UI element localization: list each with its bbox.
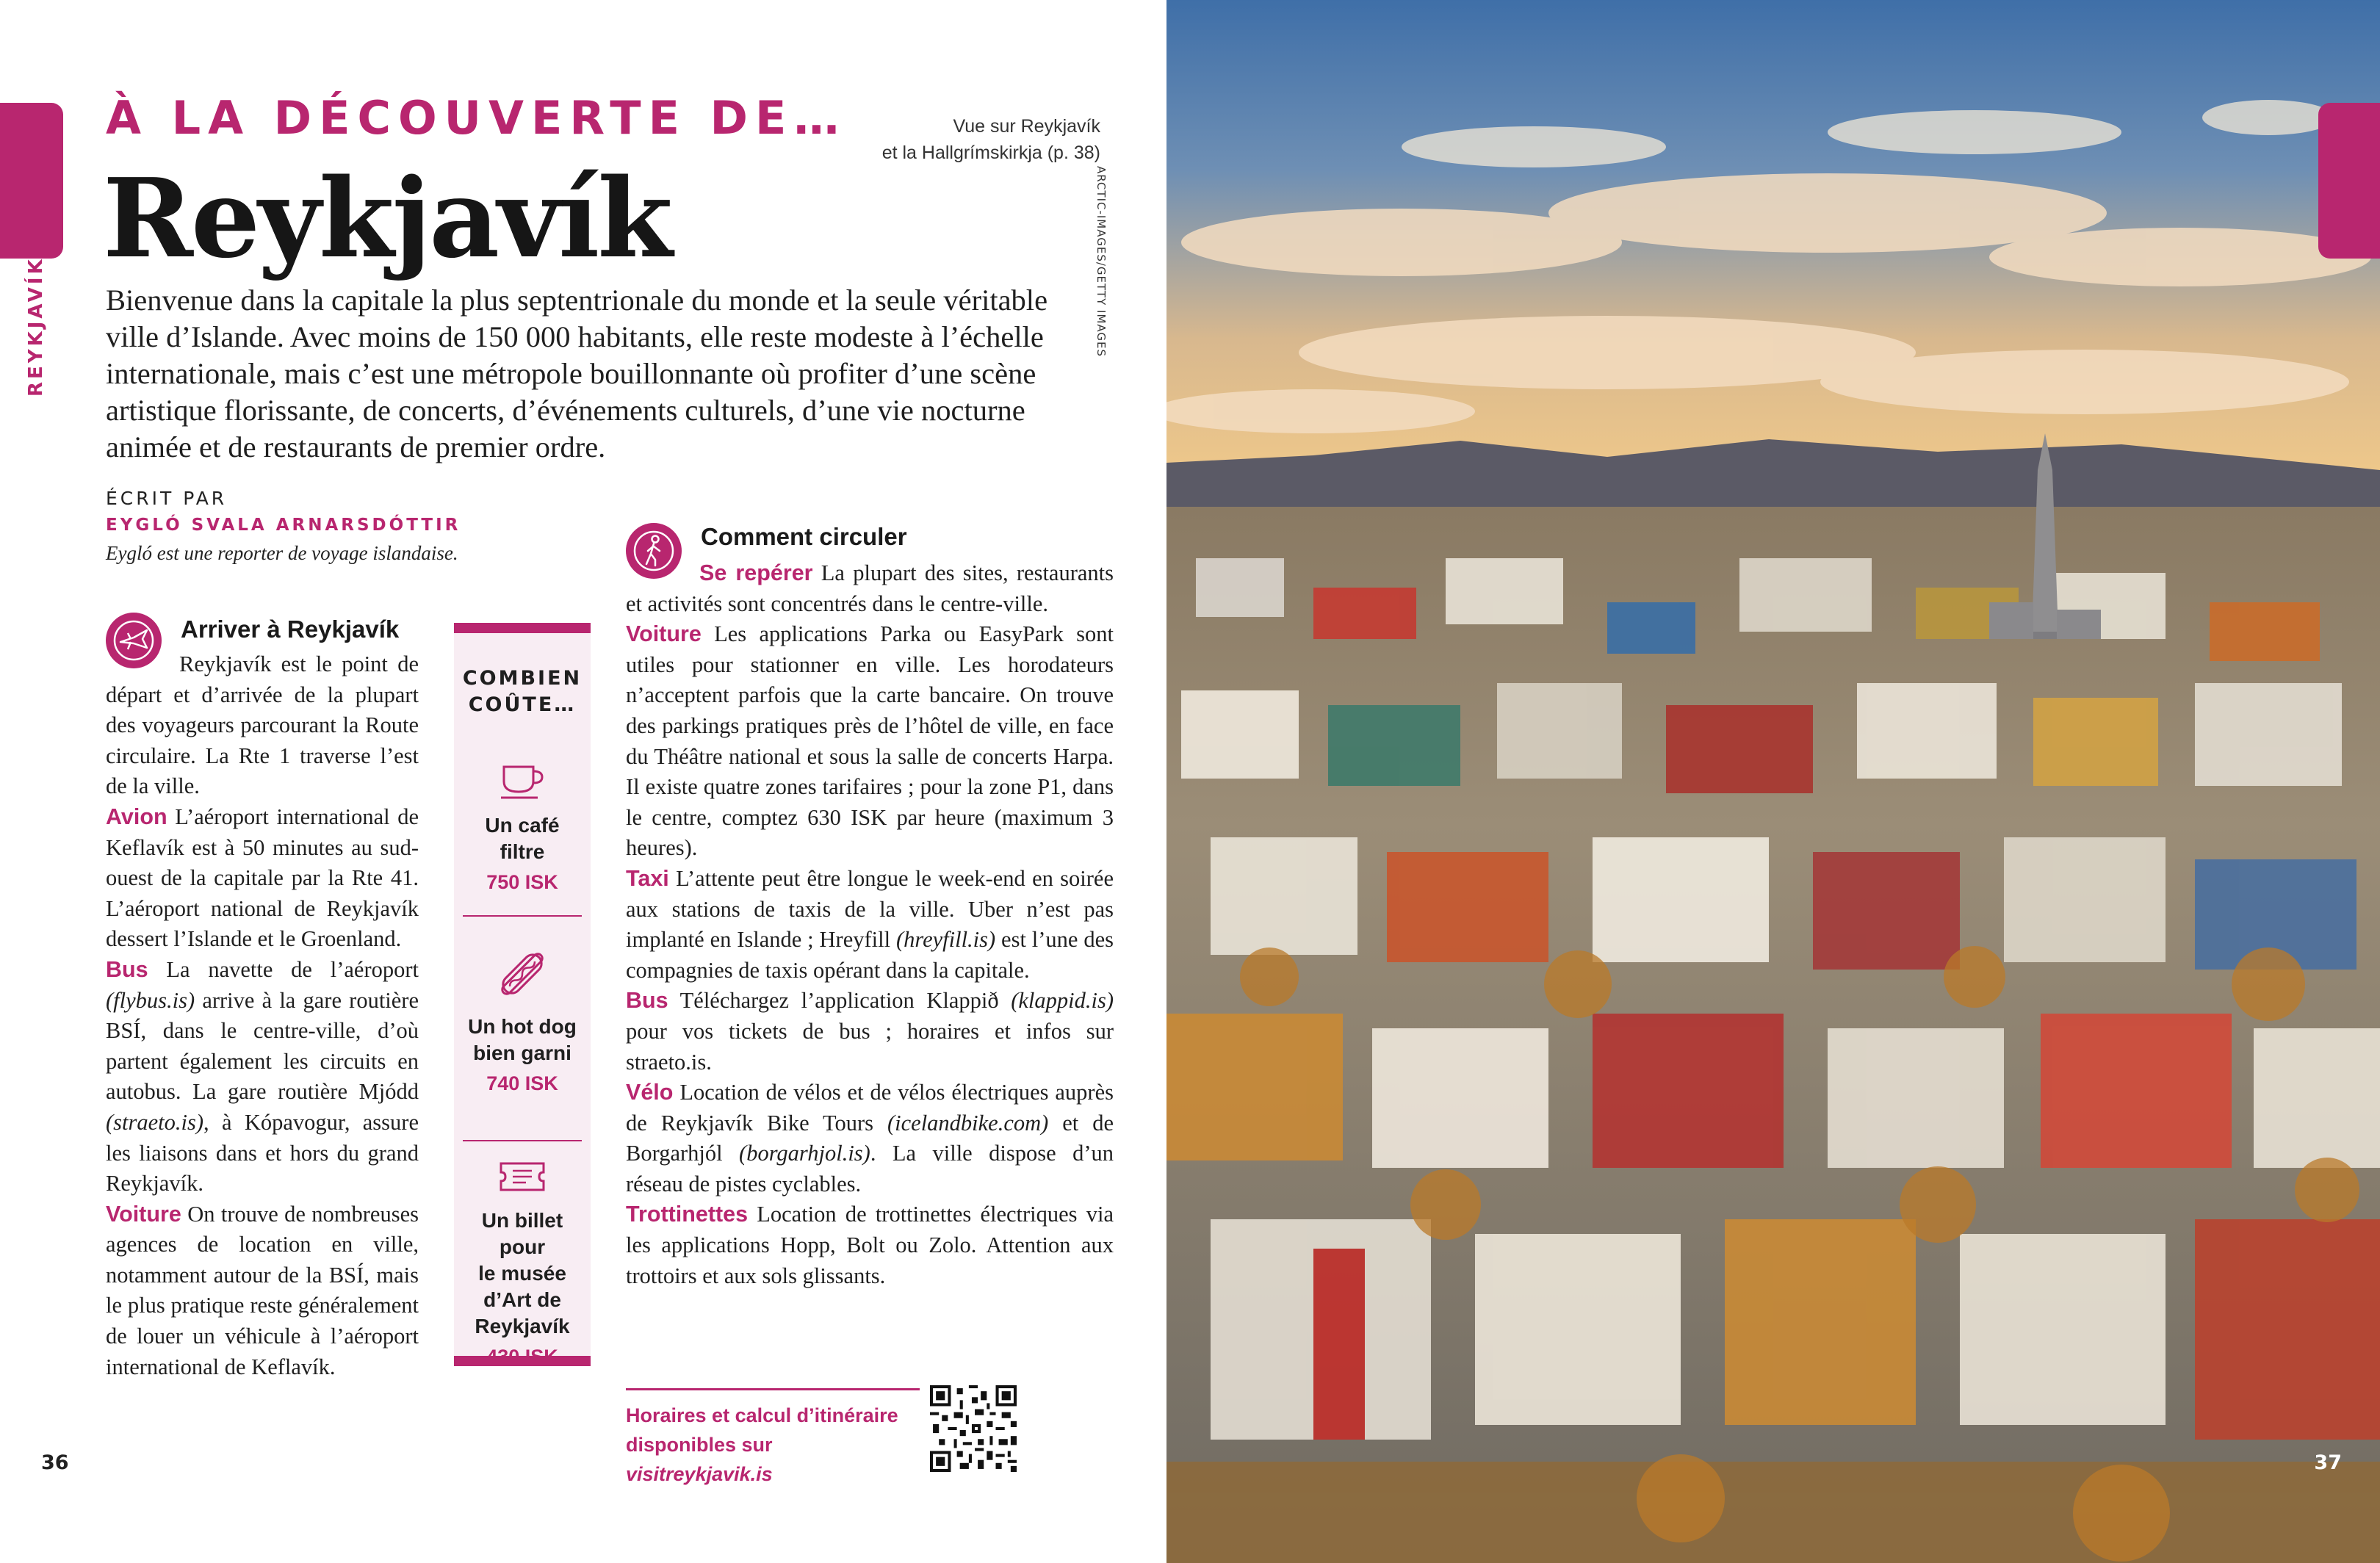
page-number-right: 37: [2314, 1451, 2342, 1474]
arriving-voiture: Voiture On trouve de nombreuses agences de location en ville, notamment autour de la BSÍ, mais le plus pratique reste généralement de louer un véhicule à l’aéroport international de Keflavík.: [106, 1201, 419, 1379]
visitreykjavik-link-box[interactable]: [626, 1388, 920, 1489]
link-box-line2: disponibles sur visitreykjavik.is: [626, 1434, 773, 1485]
cost-item-coffee: Un café filtre 750 ISK: [454, 761, 591, 894]
city-photo: [1166, 0, 2380, 1563]
bus: Bus Téléchargez l’application Klappið (klappid.is) pour vos tickets de bus ; horaires et infos sur straeto.is.: [626, 988, 1114, 1075]
arriving-intro: Reykjavík est le point de départ et d’arrivée de la plupart des voyageurs parcourant la Route circulaire. La Rte 1 traverse l’est de la ville.: [106, 651, 419, 799]
divider: [463, 915, 582, 917]
page-number-left: 36: [41, 1451, 69, 1474]
intro-paragraph: Bienvenue dans la capitale la plus septentrionale du monde et la seule véritable ville d’Islande. Avec moins de 150 000 habitants, elle reste modeste à l’échelle internationale, mais c’est une métropole bouillonnante où profiter d’une scène artistique florissante, de concerts, d’événements culturels, d’une vie nocturne animée et de restaurants de premier ordre.: [106, 284, 1048, 463]
arriving-heading: Arriver à Reykjavík: [181, 616, 400, 643]
section-tab: [0, 103, 63, 259]
byline-bio: Eygló est une reporter de voyage islandaise.: [106, 542, 458, 564]
photo-caption: [858, 113, 1100, 166]
getting-around-body: [626, 558, 1114, 1291]
cost-item-hotdog: Un hot dog bien garni 740 ISK: [454, 945, 591, 1095]
kicker: À LA DÉCOUVERTE DE…: [106, 91, 847, 145]
getting-around-heading: Comment circuler: [701, 523, 907, 550]
arriving-avion: Avion L’aéroport international de Keflavík est à 50 minutes au sud-ouest de la capitale par la Rte 41. L’aéroport national de Reykjavík dessert l’Islande et le Groenland.: [106, 804, 419, 952]
ticket-icon: [497, 1156, 548, 1197]
cost-price: 430 ISK: [486, 1346, 558, 1368]
divider: [463, 1140, 582, 1141]
cost-item-museum-ticket: Un billet pour le musée d’Art de Reykjavík 430 ISK: [454, 1156, 591, 1368]
page-title: Reykjavík: [103, 154, 671, 282]
cost-heading: COMBIEN COÛTE…: [462, 667, 583, 716]
trottinettes: Trottinettes Location de trottinettes électriques via les applications Hopp, Bolt ou Zolo. Attention aux trottoirs et aux sols glissants.: [626, 1202, 1114, 1288]
voiture: Voiture Les applications Parka ou EasyPark sont utiles pour stationner en ville. Les horodateurs n’acceptent parfois que la carte bancaire. On trouve des parkings pratiques près de l’hôtel de ville, en face du Théâtre national et sous la salle de concerts Harpa. Il existe quatre zones tarifaires ; pour la zone P1, dans le centre, comptez 630 ISK par heure (maximum 3 heures).: [626, 621, 1114, 861]
reperer: Se repérer La plupart des sites, restaurants et activités sont concentrés dans le centre-ville.: [626, 560, 1114, 616]
reykjavik-aerial-image: [1166, 0, 2380, 1563]
byline-label: ÉCRIT PAR: [106, 488, 228, 509]
section-label: REYKJAVÍK: [25, 256, 47, 397]
left-page: [0, 0, 1166, 1563]
byline-author: EYGLÓ SVALA ARNARSDÓTTIR: [106, 516, 461, 535]
arriving-body: [106, 649, 419, 1382]
caption-line-2: et la Hallgrímskirkja (p. 38): [881, 142, 1100, 163]
velo: Vélo Location de vélos et de vélos électriques auprès de Reykjavík Bike Tours (icelandbike.com) et de Borgarhjól (borgarhjol.is). La ville dispose d’un réseau de pistes cyclables.: [626, 1080, 1114, 1196]
qr-code-icon[interactable]: [930, 1385, 1017, 1472]
taxi: Taxi L’attente peut être longue le week-end en soirée aux stations de taxis de la ville. Uber n’est pas implanté en Islande ; Hreyfill (hreyfill.is) est l’une des compagnies de taxis opérant dans la capitale.: [626, 865, 1114, 983]
photo-credit: ARCTIC-IMAGES/GETTY IMAGES: [1095, 166, 1108, 358]
arriving-bus: Bus La navette de l’aéroport (flybus.is) arrive à la gare routière BSÍ, dans le centre-ville, d’où partent également les circuits en autobus. La gare routière Mjódd (straeto.is), à Kópavogur, assure les liaisons dans et hors du grand Reykjavík.: [106, 956, 419, 1196]
cost-price: 750 ISK: [486, 871, 558, 893]
link-box-line1: Horaires et calcul d’itinéraire: [626, 1404, 898, 1426]
caption-line-1: Vue sur Reykjavík: [953, 116, 1100, 137]
section-tab-right: [2318, 103, 2380, 259]
cost-price: 740 ISK: [486, 1072, 558, 1094]
cost-box: [454, 623, 591, 1366]
coffee-cup-icon: [497, 761, 548, 802]
hot-dog-icon: [493, 945, 552, 1003]
